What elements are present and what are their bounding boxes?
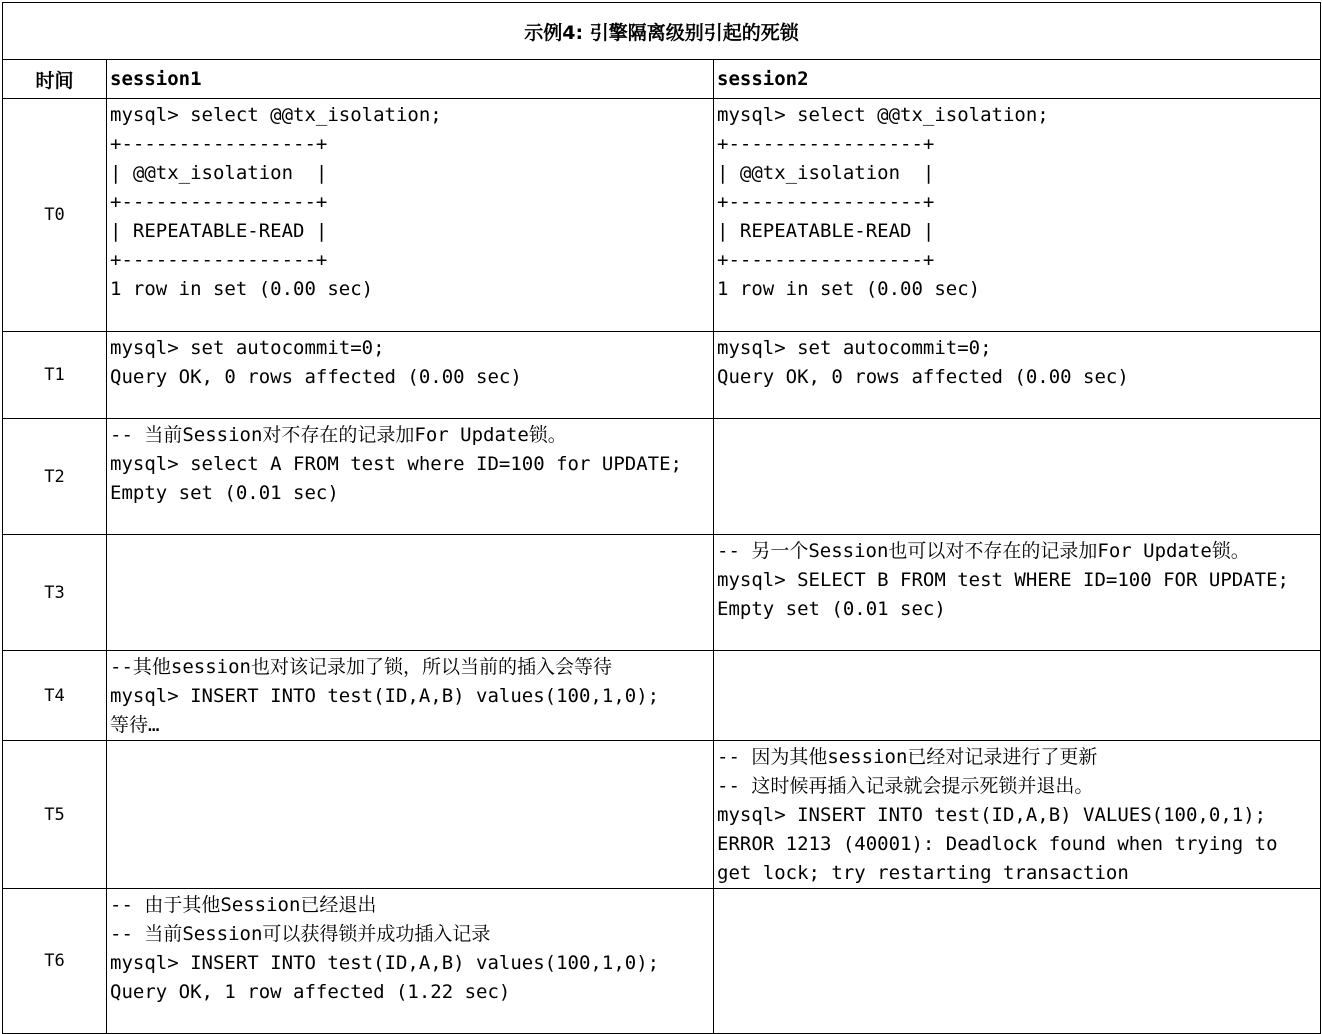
table-title: 示例4: 引擎隔离级别引起的死锁 <box>3 3 1321 60</box>
code-line: mysql> select A FROM test where ID=100 for UPDATE; <box>110 453 682 475</box>
code-line: -- 由于其他Session已经退出 <box>110 894 377 916</box>
code-line: +-----------------+ <box>717 191 935 213</box>
code-line: +-----------------+ <box>717 133 935 155</box>
deadlock-example-table <box>2 2 1321 1034</box>
time-cell: T0 <box>3 99 107 332</box>
session1-cell <box>107 419 714 535</box>
code-line: -- 当前Session对不存在的记录加For Update锁。 <box>110 424 567 446</box>
code-line: Empty set (0.01 sec) <box>110 482 339 504</box>
session1-cell <box>107 535 714 651</box>
code-line: Empty set (0.01 sec) <box>717 598 946 620</box>
code-line: +-----------------+ <box>110 249 328 271</box>
table-row <box>3 99 1321 332</box>
code-line: mysql> set autocommit=0; <box>717 337 992 359</box>
session1-cell <box>107 651 714 741</box>
code-line: | @@tx_isolation | <box>110 162 328 184</box>
code-line: | REPEATABLE-READ | <box>717 220 935 242</box>
header-session2: session2 <box>714 60 1321 99</box>
time-cell: T3 <box>3 535 107 651</box>
session1-cell <box>107 889 714 1034</box>
session1-cell <box>107 332 714 419</box>
time-cell: T4 <box>3 651 107 741</box>
header-time: 时间 <box>3 60 107 99</box>
code-line: Query OK, 0 rows affected (0.00 sec) <box>110 366 522 388</box>
session2-cell <box>714 889 1321 1034</box>
code-line: | @@tx_isolation | <box>717 162 935 184</box>
code-line: mysql> select @@tx_isolation; <box>110 104 442 126</box>
title-row <box>3 3 1321 60</box>
code-line: mysql> select @@tx_isolation; <box>717 104 1049 126</box>
code-line: Query OK, 1 row affected (1.22 sec) <box>110 981 511 1003</box>
table-row <box>3 651 1321 741</box>
code-line: ERROR 1213 (40001): Deadlock found when trying to <box>717 833 1278 855</box>
table-row <box>3 332 1321 419</box>
table-row <box>3 889 1321 1034</box>
table-row <box>3 419 1321 535</box>
session1-cell <box>107 741 714 889</box>
code-line: mysql> INSERT INTO test(ID,A,B) values(100,1,0); <box>110 685 660 707</box>
session2-cell <box>714 651 1321 741</box>
code-line: -- 因为其他session已经对记录进行了更新 <box>717 746 1098 768</box>
table-row <box>3 535 1321 651</box>
time-cell: T5 <box>3 741 107 889</box>
header-row <box>3 60 1321 99</box>
code-line: 1 row in set (0.00 sec) <box>110 278 374 300</box>
code-line: --其他session也对该记录加了锁，所以当前的插入会等待 <box>110 656 612 678</box>
session2-cell <box>714 419 1321 535</box>
session1-cell <box>107 99 714 332</box>
session2-cell <box>714 99 1321 332</box>
code-line: mysql> INSERT INTO test(ID,A,B) values(100,1,0); <box>110 952 660 974</box>
table-row <box>3 741 1321 889</box>
code-line: -- 这时候再插入记录就会提示死锁并退出。 <box>717 775 1094 797</box>
code-line: -- 另一个Session也可以对不存在的记录加For Update锁。 <box>717 540 1250 562</box>
code-line: mysql> SELECT B FROM test WHERE ID=100 FOR UPDATE; <box>717 569 1289 591</box>
code-line: +-----------------+ <box>717 249 935 271</box>
code-line: -- 当前Session可以获得锁并成功插入记录 <box>110 923 491 945</box>
code-line: 等待… <box>110 714 160 736</box>
header-session1: session1 <box>107 60 714 99</box>
time-cell: T2 <box>3 419 107 535</box>
code-line: Query OK, 0 rows affected (0.00 sec) <box>717 366 1129 388</box>
code-line: +-----------------+ <box>110 191 328 213</box>
code-line: | REPEATABLE-READ | <box>110 220 328 242</box>
time-cell: T6 <box>3 889 107 1034</box>
code-line: +-----------------+ <box>110 133 328 155</box>
session2-cell <box>714 332 1321 419</box>
code-line: get lock; try restarting transaction <box>717 862 1129 884</box>
session2-cell <box>714 535 1321 651</box>
time-cell: T1 <box>3 332 107 419</box>
code-line: mysql> INSERT INTO test(ID,A,B) VALUES(100,0,1); <box>717 804 1267 826</box>
code-line: mysql> set autocommit=0; <box>110 337 385 359</box>
code-line: 1 row in set (0.00 sec) <box>717 278 981 300</box>
session2-cell <box>714 741 1321 889</box>
